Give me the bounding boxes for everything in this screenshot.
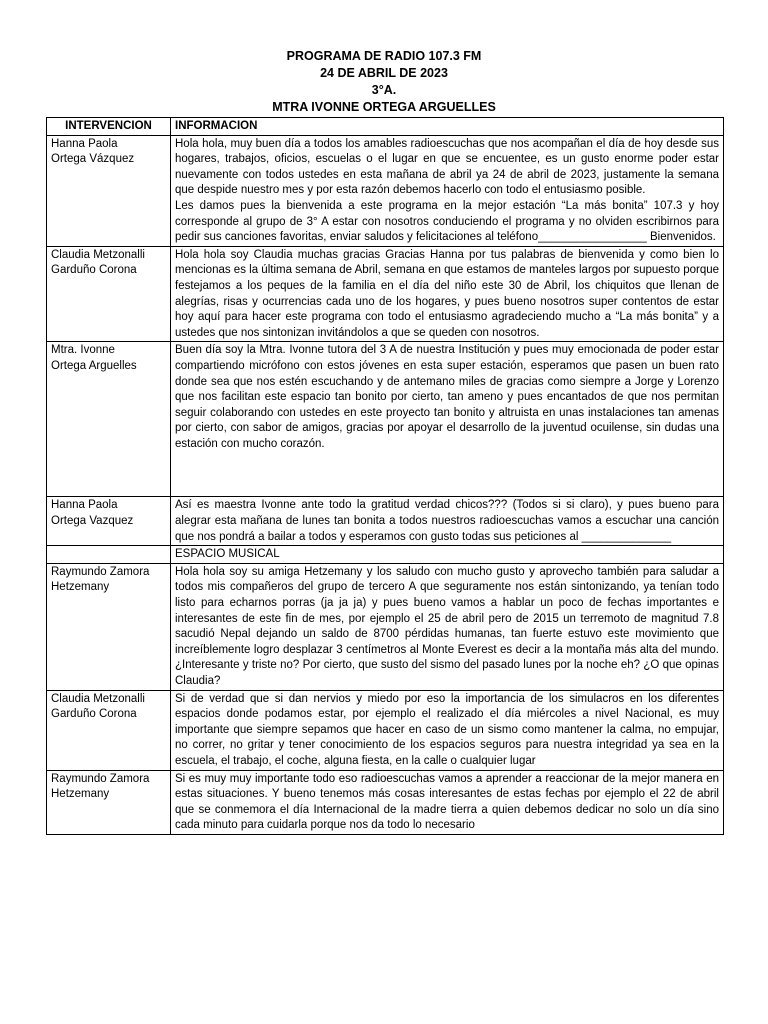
speaker-text	[171, 563, 724, 690]
speaker-name: Hanna Paola Ortega Vazquez	[47, 497, 171, 546]
speaker-text	[171, 690, 724, 770]
speaker-name: Raymundo Zamora Hetzemany	[47, 770, 171, 834]
table-header-row	[47, 118, 724, 136]
col-header-informacion: INFORMACION	[171, 118, 724, 136]
document-header	[0, 48, 768, 116]
text-paragraph: Así es maestra Ivonne ante todo la gratitud verdad chicos??? (Todos si si claro), y pues bueno para alegrar esta mañana de lunes tan bonita a todos nuestros radioescuchas vamos a escuchar una canción que nos pondrá a bailar a todos y esperamos con gusto todas sus peticiones al ______________	[175, 499, 719, 543]
text-paragraph: Hola hola soy Claudia muchas gracias Gracias Hanna por tus palabras de bienvenida y como bien lo mencionas es la última semana de Abril, semana en que estamos de manteles largos por supuesto porque festejamos a los peques de la familia en el día del niño este 30 de Abril, los chiquitos que llenan de alegrías, risas y ocurrencias cada uno de los hogares, y pues bueno nosotros super contentos de estar hoy aquí para hacer este programa con todo el entusiasmo agradeciendo mucho a “La más bonita” y a ustedes que nos sintonizan invitándolos a que se queden con nosotros.	[175, 248, 720, 339]
table-row	[47, 770, 724, 834]
text-paragraph: ESPACIO MUSICAL	[175, 548, 280, 561]
program-teacher: MTRA IVONNE ORTEGA ARGUELLES	[272, 100, 496, 114]
table-row	[47, 546, 724, 564]
text-paragraph: Les damos pues la bienvenida a este programa en la mejor estación “La más bonita” 107.3 y hoy corresponde al grupo de 3° A estar con nosotros conduciendo el programa y no olviden escribirnos para pedir sus canciones favoritas, enviar saludos y felicitaciones al teléfono_________________ Bienvenidos.	[175, 199, 719, 244]
speaker-name: Hanna Paola Ortega Vázquez	[47, 135, 171, 246]
text-paragraph: Buen día soy la Mtra. Ivonne tutora del 3 A de nuestra Institución y pues muy emocionada de poder estar compartiendo micrófono con estos jóvenes en esta super estación, esperamos que pasen un buen rato donde sea que nos estén escuchando y de antemano miles de gracias como siempre a Jorge y Lorenzo que nos facilitan este espacio tan bonito por cierto, tan ameno y pues encantados de que nos permitan seguir colaborando con ustedes en este proyecto tan bonito y altruista en unas instalaciones tan amenas por cierto, con sabor de amigos, gracias por apoyar el desarrollo de la juventud ocuilense, sin dudas una estación con mucho corazón.	[175, 344, 719, 450]
table-row	[47, 246, 724, 342]
text-paragraph: Si es muy muy importante todo eso radioescuchas vamos a aprender a reaccionar de la mejor manera en estas situaciones. Y bueno tenemos más cosas interesantes de estas fechas por ejemplo el 22 de abril que se conmemora el día Internacional de la madre tierra a quien debemos dedicar no solo un día sino cada minuto para cuidarla porque nos da todo lo necesario	[175, 772, 719, 832]
text-paragraph: Hola hola soy su amiga Hetzemany y los saludo con mucho gusto y aprovecho también para saludar a todos mis compañeros del grupo de tercero A que seguramente nos están sintonizando, ya tenían todo listo para echarnos porras (ja ja ja) y pues bueno vamos a hablar un poco de fechas importantes e interesantes de este fin de mes, por ejemplo el 25 de abril pero de 2015 un terremoto de magnitud 7.8 sacudió Nepal dejando un saldo de 8700 pérdidas humanas, tan fuerte estuvo este movimiento que increíblemente logro desplazar 3 centímetros al Monte Everest es decir a la montaña más alta del mundo. ¿Interesante y triste no? Por cierto, que susto del sismo del pasado lunes por la noche eh? ¿O que opinas Claudia?	[175, 565, 719, 687]
table-row	[47, 563, 724, 690]
script-table	[46, 117, 724, 835]
speaker-name: Raymundo Zamora Hetzemany	[47, 563, 171, 690]
speaker-name: Claudia Metzonalli Garduño Corona	[47, 690, 171, 770]
program-date: 24 DE ABRIL DE 2023	[320, 66, 448, 80]
program-title: PROGRAMA DE RADIO 107.3 FM	[286, 49, 482, 63]
table-row	[47, 135, 724, 246]
speaker-text	[171, 770, 724, 834]
table-row	[47, 342, 724, 497]
speaker-name: Claudia Metzonalli Garduño Corona	[47, 246, 171, 342]
speaker-text	[171, 342, 724, 497]
table-body	[47, 135, 724, 834]
speaker-text	[171, 246, 724, 342]
blank-space	[175, 452, 719, 496]
col-header-intervencion: INTERVENCION	[47, 118, 171, 136]
table-row	[47, 690, 724, 770]
text-paragraph: Si de verdad que si dan nervios y miedo por eso la importancia de los simulacros en los diferentes espacios donde podamos estar, por ejemplo el realizado el día miércoles a nivel Nacional, es muy importante que siempre sepamos que hacer en caso de un sismo como mantener la calma, no empujar, no correr, no gritar y tener conocimiento de los espacios seguros para nuestra integridad ya sea en la escuela, el trabajo, el coche, alguna fiesta, en la calle o cualquier lugar	[175, 692, 719, 767]
table-row	[47, 497, 724, 546]
program-group: 3°A.	[371, 83, 397, 97]
text-paragraph: Hola hola, muy buen día a todos los amables radioescuchas que nos acompañan el día de hoy desde sus hogares, trabajos, oficios, escuelas o el lugar en que se encuentee, es un gusto enorme poder estar nuevamente con todos ustedes en esta mañana de abril ya 24 de abril de 2023, justamente la semana que despide nuestro mes y por esta razón debemos hacerlo con todo el entusiasmo posible.	[175, 137, 719, 197]
speaker-text	[171, 135, 724, 246]
speaker-text	[171, 497, 724, 546]
speaker-name	[47, 546, 171, 564]
speaker-name: Mtra. Ivonne Ortega Arguelles	[47, 342, 171, 497]
speaker-text	[171, 546, 724, 564]
